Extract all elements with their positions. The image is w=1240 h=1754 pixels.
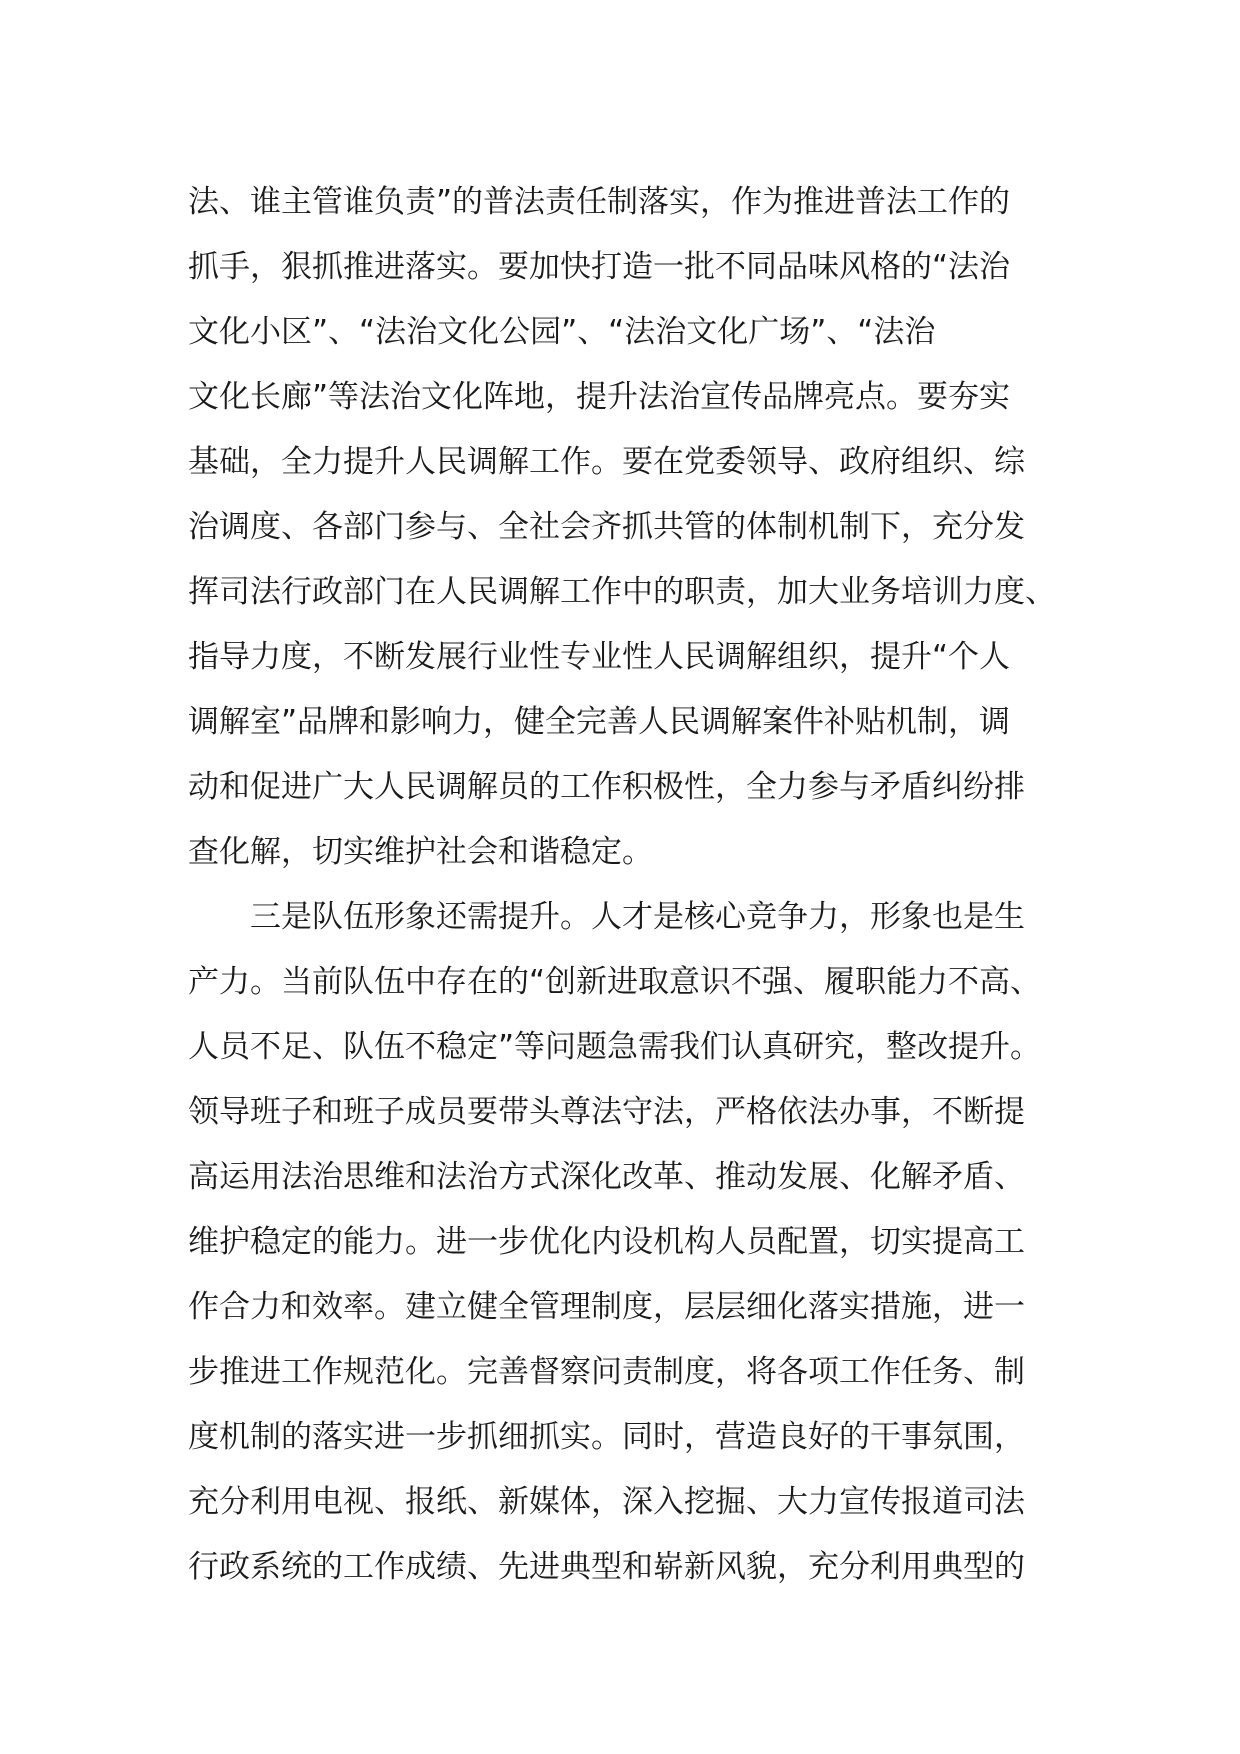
text-line: 作合力和效率。建立健全管理制度，层层细化落实措施，进一 <box>188 1289 1025 1325</box>
text-line: 度机制的落实进一步抓细抓实。同时，营造良好的干事氛围， <box>188 1419 1025 1455</box>
text-line: 产力。当前队伍中存在的“创新进取意识不强、履职能力不高、 <box>188 964 1042 1000</box>
text-line: 步推进工作规范化。完善督察问责制度，将各项工作任务、制 <box>188 1354 1025 1390</box>
text-line: 抓手，狠抓推进落实。要加快打造一批不同品味风格的“法治 <box>188 249 1011 285</box>
text-line: 充分利用电视、报纸、新媒体，深入挖掘、大力宣传报道司法 <box>188 1484 1025 1520</box>
text-line: 指导力度，不断发展行业性专业性人民调解组织，提升“个人 <box>188 639 1011 675</box>
text-line: 维护稳定的能力。进一步优化内设机构人员配置，切实提高工 <box>188 1224 1025 1260</box>
text-line: 高运用法治思维和法治方式深化改革、推动发展、化解矛盾、 <box>188 1159 1025 1195</box>
body-text <box>188 170 1088 1600</box>
text-line: 治调度、各部门参与、全社会齐抓共管的体制机制下，充分发 <box>188 509 1025 545</box>
text-line: 行政系统的工作成绩、先进典型和崭新风貌，充分利用典型的 <box>188 1549 1025 1585</box>
text-line: 领导班子和班子成员要带头尊法守法，严格依法办事，不断提 <box>188 1094 1025 1130</box>
text-line: 基础，全力提升人民调解工作。要在党委领导、政府组织、综 <box>188 444 1025 480</box>
text-line: 查化解，切实维护社会和谐稳定。 <box>188 834 653 870</box>
text-line: 调解室”品牌和影响力，健全完善人民调解案件补贴机制，调 <box>188 704 1011 740</box>
text-line: 三是队伍形象还需提升。人才是核心竞争力，形象也是生 <box>250 899 1025 935</box>
text-line: 挥司法行政部门在人民调解工作中的职责，加大业务培训力度、 <box>188 574 1056 610</box>
text-line: 人员不足、队伍不稳定”等问题急需我们认真研究，整改提升。 <box>188 1029 1042 1065</box>
text-line: 法、谁主管谁负责”的普法责任制落实，作为推进普法工作的 <box>188 184 1011 220</box>
text-line: 动和促进广大人民调解员的工作积极性，全力参与矛盾纠纷排 <box>188 769 1025 805</box>
text-line: 文化长廊”等法治文化阵地，提升法治宣传品牌亮点。要夯实 <box>188 379 1011 415</box>
text-line: 文化小区”、“法治文化公园”、“法治文化广场”、“法治 <box>188 314 936 350</box>
